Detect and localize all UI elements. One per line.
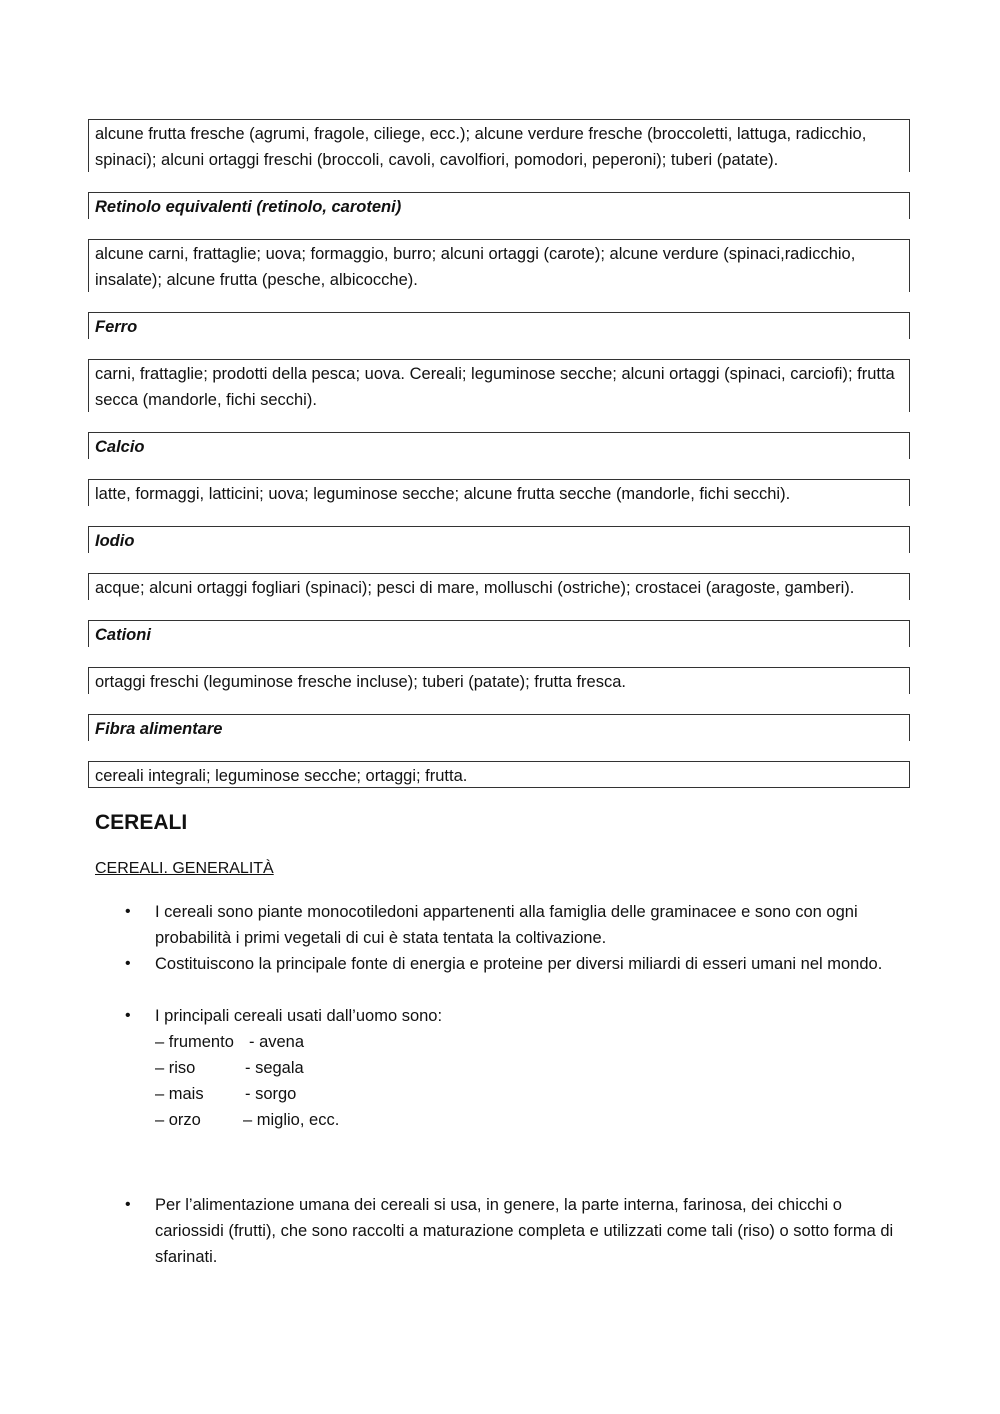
table-row-text: alcune carni, frattaglie; uova; formaggio, burro; alcuni ortaggi (carote); alcune verdure (spinaci,radicchio, insalate); alcune frutta (pesche, albicocche). (88, 239, 910, 292)
cereal-list-right: – miglio, ecc. (243, 1111, 340, 1129)
table-row-text: carni, frattaglie; prodotti della pesca; uova. Cereali; leguminose secche; alcuni ortaggi (spinaci, carciofi); frutta secca (mandorle, fichi secchi). (88, 359, 910, 412)
list-item: I cereali sono piante monocotiledoni appartenenti alla famiglia delle graminacee e sono con ogni probabilità i primi vegetali di cui è stata tentata la coltivazione. (155, 903, 858, 947)
table-row-heading: Iodio (88, 526, 910, 553)
bullet-marker: • (125, 1007, 131, 1024)
section-subtitle: CEREALI. GENERALITÀ (95, 860, 274, 877)
cereal-list-left: – riso (155, 1059, 196, 1077)
section-title: CEREALI (95, 811, 188, 834)
cereal-list-left: – mais (155, 1085, 204, 1103)
bullet-marker: • (125, 1196, 131, 1213)
list-item: Costituiscono la principale fonte di energia e proteine per diversi miliardi di esseri umani nel mondo. (155, 955, 883, 973)
table-row-text: cereali integrali; leguminose secche; ortaggi; frutta. (88, 761, 910, 788)
table-row-heading: Fibra alimentare (88, 714, 910, 741)
list-item: Per l’alimentazione umana dei cereali si usa, in genere, la parte interna, farinosa, dei chicchi o cariossidi (frutti), che sono raccolti a maturazione completa e utilizzati come tali (riso) o sotto forma di sfarinati. (155, 1196, 894, 1266)
table-row-heading: Ferro (88, 312, 910, 339)
table-row-heading: Calcio (88, 432, 910, 459)
table-row-text: ortaggi freschi (leguminose fresche incluse); tuberi (patate); frutta fresca. (88, 667, 910, 694)
table-row-text: alcune frutta fresche (agrumi, fragole, ciliege, ecc.); alcune verdure fresche (broccoletti, lattuga, radicchio, spinaci); alcuni ortaggi freschi (broccoli, cavoli, cavolfiori, pomodori, peperoni); tuberi (patate). (88, 119, 910, 172)
cereal-list-right: - sorgo (245, 1085, 297, 1103)
table-row-heading: Retinolo equivalenti (retinolo, caroteni) (88, 192, 910, 219)
cereal-list-left: – frumento (155, 1033, 234, 1051)
table-row-text: latte, formaggi, latticini; uova; leguminose secche; alcune frutta secche (mandorle, fichi secchi). (88, 479, 910, 506)
cereal-list-right: - avena (249, 1033, 305, 1051)
bullet-marker: • (125, 955, 131, 972)
list-item: I principali cereali usati dall’uomo sono: (155, 1007, 443, 1025)
bullet-marker: • (125, 903, 131, 920)
cereal-list-left: – orzo (155, 1111, 201, 1129)
table-row-heading: Cationi (88, 620, 910, 647)
cereal-list-right: - segala (245, 1059, 304, 1077)
table-row-text: acque; alcuni ortaggi fogliari (spinaci); pesci di mare, molluschi (ostriche); crostacei (aragoste, gamberi). (88, 573, 910, 600)
